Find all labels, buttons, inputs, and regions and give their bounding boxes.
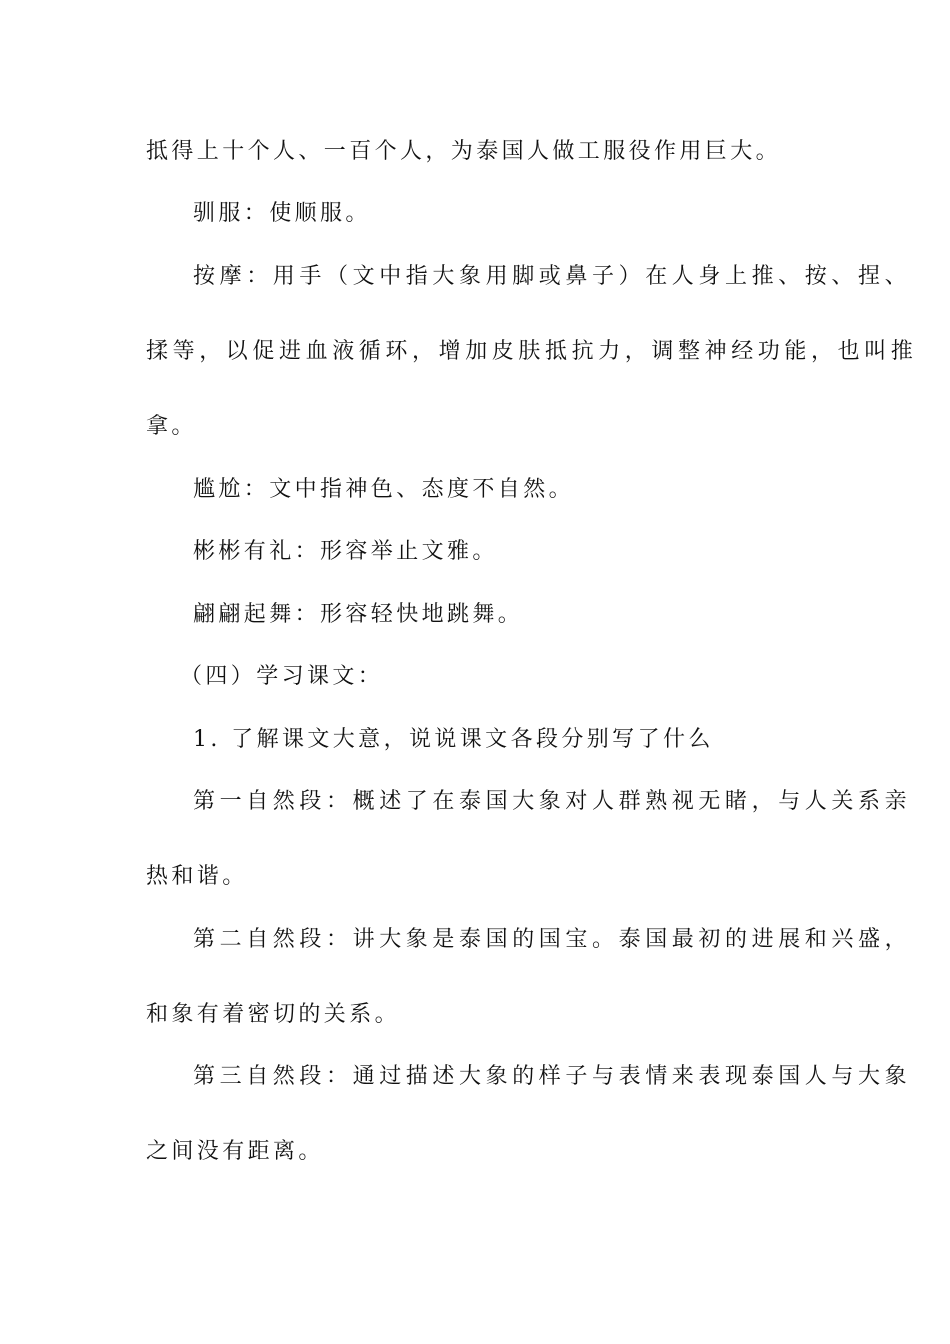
- definition-anmo-cont: 揉等，以促进血液循环，增加皮肤抵抗力，调整神经功能，也叫推: [146, 339, 918, 364]
- text-line-continuation: 抵得上十个人、一百个人，为泰国人做工服役作用巨大。: [146, 139, 782, 164]
- paragraph-1-summary-end: 热和谐。: [146, 864, 248, 889]
- definition-anmo: 按摩：用手（文中指大象用脚或鼻子）在人身上推、按、捏、: [193, 264, 912, 289]
- paragraph-2-summary: 第二自然段：讲大象是泰国的国宝。泰国最初的进展和兴盛，: [193, 927, 912, 952]
- definition-pianpian: 翩翩起舞：形容轻快地跳舞。: [193, 602, 524, 627]
- paragraph-1-summary: 第一自然段：概述了在泰国大象对人群熟视无睹，与人关系亲: [193, 789, 912, 814]
- paragraph-2-summary-end: 和象有着密切的关系。: [146, 1002, 401, 1027]
- definition-binbin: 彬彬有礼：形容举止文雅。: [193, 539, 498, 564]
- paragraph-3-summary-end: 之间没有距离。: [146, 1139, 324, 1164]
- definition-xunfu: 驯服：使顺服。: [193, 201, 371, 226]
- definition-ganga: 尴尬：文中指神色、态度不自然。: [193, 477, 575, 502]
- section-heading: （四）学习课文：: [180, 664, 384, 689]
- paragraph-3-summary: 第三自然段：通过描述大象的样子与表情来表现泰国人与大象: [193, 1064, 912, 1089]
- list-item-1: 1. 了解课文大意，说说课文各段分别写了什么: [193, 727, 714, 752]
- definition-anmo-end: 拿。: [146, 414, 197, 439]
